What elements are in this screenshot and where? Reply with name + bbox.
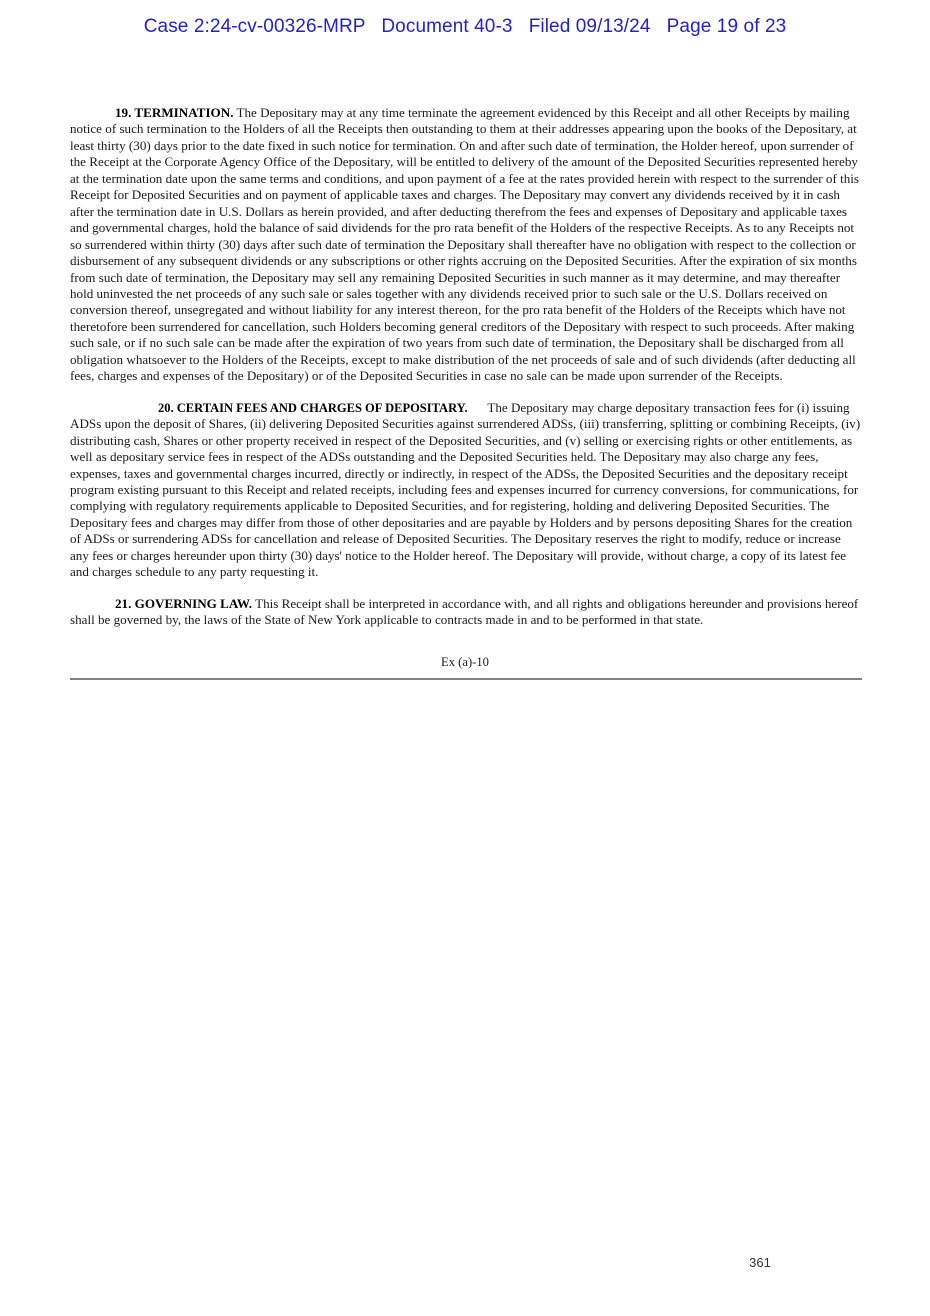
section-heading-19: 19. TERMINATION.: [115, 105, 234, 120]
section-paragraph-governing-law: [70, 596, 862, 629]
section-text-19: The Depositary may at any time terminate the agreement evidenced by this Receipt and all other Receipts by mailing notice of such termination to the Holders of all the Receipts then outstanding to them at their addresses appearing upon the books of the Depositary, at least thirty (30) days prior to the date fixed in such notice for termination. On and after such date of termination, the Holder hereof, upon surrender of the Receipt at the Corporate Agency Office of the Depositary, will be entitled to delivery of the amount of the Deposited Securities represented hereby at the termination date upon the same terms and conditions, and upon payment of a fee at the rates provided herein with respect to the surrender of this Receipt for Deposited Securities and on payment of applicable taxes and charges. The Depositary may convert any dividends received by it in cash after the termination date in U.S. Dollars as herein provided, and after deducting therefrom the fees and expenses of Depositary and applicable taxes and governmental charges, hold the balance of said dividends for the pro rata benefit of the Holders of the respective Receipts. As to any Receipts not so surrendered within thirty (30) days after such date of termination the Depositary shall thereafter have no obligation with respect to the collection or disbursement of any subsequent dividends or any subscriptions or other rights accruing on the Deposited Securities. After the expiration of six months from such date of termination, the Depositary may sell any remaining Deposited Securities in such manner as it may determine, and may thereafter hold uninvested the net proceeds of any such sale or sales together with any dividends received prior to such sale or the U.S. Dollars received on conversion thereof, unsegregated and without liability for any interest thereon, for the pro rata benefit of the Holders of the Receipts which have not theretofore been surrendered for cancellation, such Holders becoming general creditors of the Depositary with respect to such proceeds. After making such sale, or if no such sale can be made after the expiration of two years from such date of termination, the Depositary shall be discharged from all obligation whatsoever to the Holders of the Receipts, except to make distribution of the net proceeds of sale and of such dividends (after deducting all fees, charges and expenses of the Depositary) or of the Deposited Securities in case no sale can be made upon surrender of the Receipts.: [70, 105, 860, 384]
exhibit-label: Ex (a)-10: [441, 655, 489, 669]
footer-divider-rule: [70, 678, 862, 680]
section-paragraph-termination: [70, 105, 862, 385]
section-text-20: The Depositary may charge depositary transaction fees for (i) issuing ADSs upon the deposit of Shares, (ii) delivering Deposited Securities against surrendered ADSs, (iii) transferring, splitting or combining Receipts, (iv) distributing cash, Shares or other property received in respect of the Deposited Securities, and (v) selling or exercising rights or other entitlements, as well as depositary service fees in respect of the ADSs outstanding and the Deposited Securities held. The Depositary may also charge any fees, expenses, taxes and governmental charges incurred, directly or indirectly, in respect of the ADSs, the Deposited Securities and the depositary receipt program existing pursuant to this Receipt and related receipts, including fees and expenses incurred for currency conversions, for communications, for complying with regulatory requirements applicable to Deposited Securities, and for registering, holding and delivering Deposited Securities. The Depositary fees and charges may differ from those of other depositaries and are payable by Holders and by persons depositing Shares for the creation of ADSs or surrendering ADSs for cancellation and release of Deposited Securities. The Depositary reserves the right to modify, reduce or increase any fees or charges hereunder upon thirty (30) days' notice to the Holder hereof. The Depositary will provide, without charge, a copy of its latest fee and charges schedule to any party requesting it.: [70, 399, 861, 580]
document-body: [70, 105, 862, 629]
section-heading-20: 20. CERTAIN FEES AND CHARGES OF DEPOSITARY.: [157, 399, 468, 415]
section-paragraph-certain-fees: [70, 400, 862, 581]
ecf-case-header-stamp: Case 2:24-cv-00326-MRP Document 40-3 Filed 09/13/24 Page 19 of 23: [143, 16, 787, 37]
section-heading-21: 21. GOVERNING LAW.: [115, 595, 253, 611]
page-number-value: 361: [749, 1255, 771, 1270]
page-number-footer: [0, 1255, 930, 1270]
section-text-21: This Receipt shall be interpreted in accordance with, and all rights and obligations hereunder and provisions hereof shall be governed by, the laws of the State of New York applicable to contracts made in and to be performed in that state.: [70, 595, 859, 628]
